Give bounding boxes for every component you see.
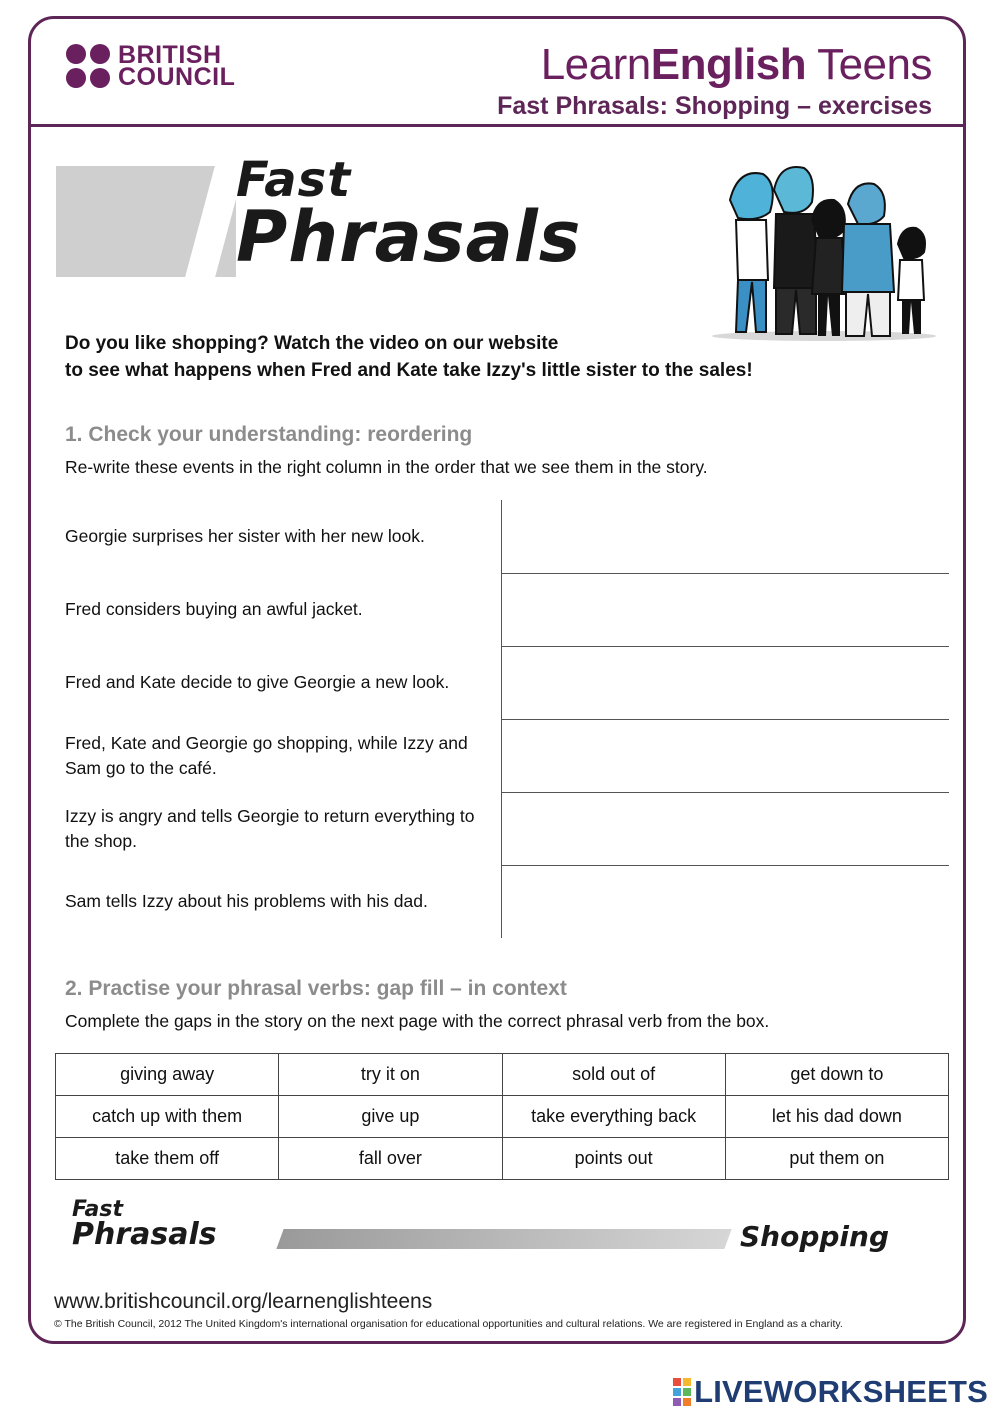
word-cell: catch up with them (56, 1096, 279, 1138)
event-item: Fred, Kate and Georgie go shopping, while Izzy and Sam go to the café. (65, 732, 468, 778)
learnenglish-teens-brand (541, 40, 932, 90)
events-list (65, 500, 495, 938)
website-link[interactable]: www.britishcouncil.org/learnenglishteens (54, 1290, 433, 1313)
footer-fast: Fast (72, 1197, 123, 1222)
header-divider (30, 124, 966, 127)
word-cell: giving away (56, 1054, 279, 1096)
brand-teens: Teens (806, 40, 932, 89)
british-council-logo (66, 41, 236, 91)
footer-grey-bar (276, 1229, 731, 1249)
event-item: Fred considers buying an awful jacket. (65, 599, 363, 619)
copyright-notice: © The British Council, 2012 The United Kingdom's international organisation for educational opportunities and cultural relations. We are registered in England as a charity. (54, 1318, 843, 1330)
answer-slot-5[interactable] (505, 794, 945, 864)
footer-phrasals: Phrasals (72, 1216, 217, 1252)
section2-heading: 2. Practise your phrasal verbs: gap fill – in context (65, 977, 567, 1000)
answer-slot-3[interactable] (505, 648, 945, 718)
section1-heading: 1. Check your understanding: reordering (65, 423, 473, 446)
brand-english: English (650, 40, 807, 89)
word-cell: get down to (725, 1054, 948, 1096)
word-cell: put them on (725, 1138, 948, 1180)
answer-line (502, 646, 949, 647)
word-cell: sold out of (502, 1054, 725, 1096)
answer-line (502, 865, 949, 866)
banner-title (236, 152, 582, 278)
british-council-dots-icon (66, 44, 110, 88)
footer-topic: Shopping (740, 1220, 889, 1253)
word-cell: give up (279, 1096, 502, 1138)
liveworksheets-logo[interactable] (673, 1374, 988, 1410)
logo-line1: BRITISH (118, 41, 222, 69)
event-item: Fred and Kate decide to give Georgie a new look. (65, 672, 450, 692)
liveworksheets-text: LIVEWORKSHEETS (694, 1374, 988, 1409)
answer-slot-2[interactable] (505, 575, 945, 645)
intro-text (65, 330, 753, 384)
footer-logo (72, 1197, 217, 1252)
answer-slot-1[interactable] (505, 502, 945, 572)
word-cell: fall over (279, 1138, 502, 1180)
word-cell: let his dad down (725, 1096, 948, 1138)
word-cell: take everything back (502, 1096, 725, 1138)
answer-line (502, 792, 949, 793)
cartoon-characters-illustration (708, 160, 940, 342)
word-cell: take them off (56, 1138, 279, 1180)
brand-learn: Learn (540, 40, 651, 89)
event-item: Izzy is angry and tells Georgie to return everything to the shop. (65, 805, 475, 851)
liveworksheets-grid-icon (673, 1378, 691, 1406)
phrasal-verb-word-box (55, 1053, 949, 1180)
section2-instruction: Complete the gaps in the story on the next page with the correct phrasal verb from the box. (65, 1011, 770, 1031)
intro-line1: Do you like shopping? Watch the video on our website (65, 333, 559, 354)
intro-line2: to see what happens when Fred and Kate take Izzy's little sister to the sales! (65, 360, 753, 381)
answer-line (502, 719, 949, 720)
banner-line1: Fast (236, 152, 352, 208)
answer-slot-6[interactable] (505, 867, 945, 937)
word-cell: try it on (279, 1054, 502, 1096)
banner-line2: Phrasals (236, 195, 582, 278)
section1-instruction: Re-write these events in the right column in the order that we see them in the story. (65, 457, 708, 477)
page-title: Fast Phrasals: Shopping – exercises (497, 92, 932, 120)
word-cell: points out (502, 1138, 725, 1180)
event-item: Georgie surprises her sister with her new look. (65, 526, 425, 546)
event-item: Sam tells Izzy about his problems with his dad. (65, 891, 428, 911)
answer-line (502, 573, 949, 574)
answer-slot-4[interactable] (505, 721, 945, 791)
logo-line2: COUNCIL (118, 63, 236, 91)
